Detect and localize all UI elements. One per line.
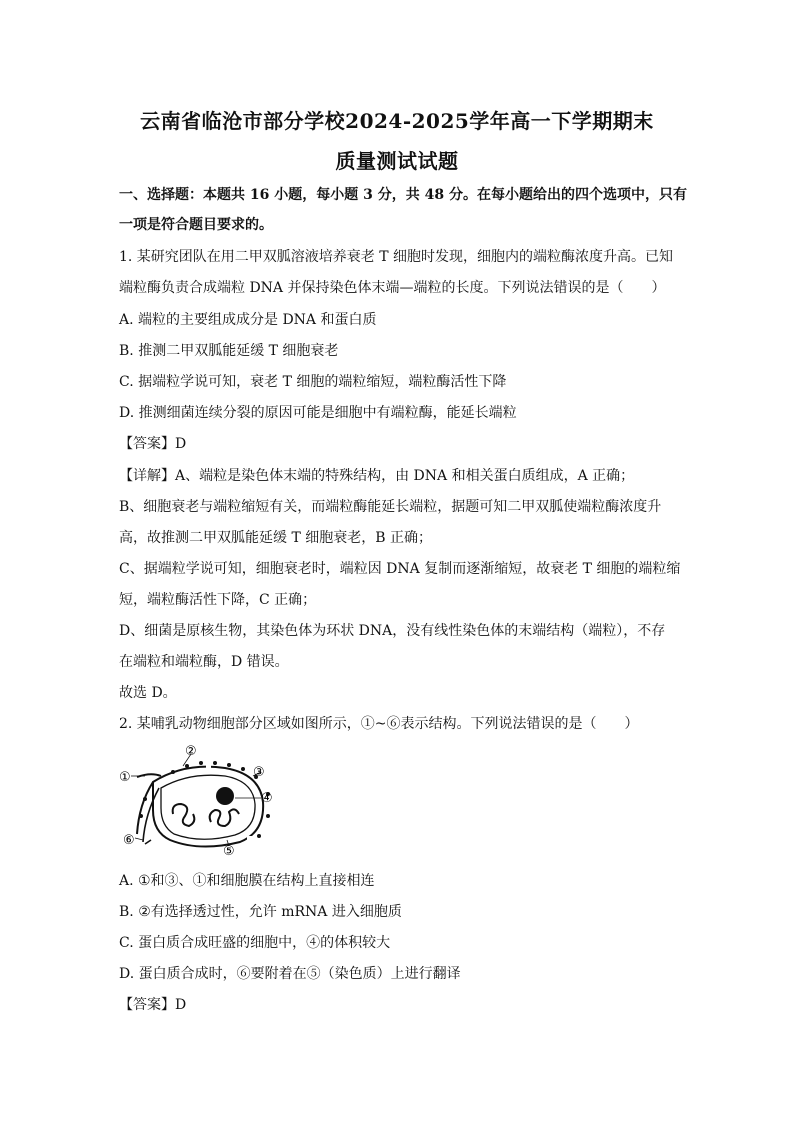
ribosome-dot — [143, 797, 147, 801]
document-title-line2: 质量测试试题 — [335, 149, 459, 173]
figure-label-6: ⑥ — [123, 833, 135, 848]
ribosome-stub — [145, 840, 151, 844]
q1-option-a: A. 端粒的主要组成成分是 DNA 和蛋白质 — [119, 312, 377, 328]
figure-label-1: ① — [119, 770, 131, 785]
ribosome-dot — [241, 767, 245, 771]
q1-conclusion: 故选 D。 — [119, 685, 177, 701]
q1-detail-line4: C、据端粒学说可知，细胞衰老时，端粒因 DNA 复制而逐渐缩短，故衰老 T 细胞的端粒缩 — [119, 561, 681, 577]
chromatin — [173, 804, 195, 826]
q1-detail-line1: 【详解】A、端粒是染色体末端的特殊结构，由 DNA 和相关蛋白质组成，A 正确； — [119, 468, 635, 484]
q2-option-d: D. 蛋白质合成时，⑥要附着在⑤（染色质）上进行翻译 — [119, 966, 461, 982]
section-heading-line1: 一、选择题：本题共 16 小题，每小题 3 分，共 48 分。在每小题给出的四个选项中，只有 — [119, 187, 687, 203]
figure-label-4: ④ — [261, 791, 273, 806]
q1-option-d: D. 推测细菌连续分裂的原因可能是细胞中有端粒酶，能延长端粒 — [119, 405, 517, 421]
nuclear-envelope-outer — [153, 767, 263, 847]
ribosome-dot — [227, 763, 231, 767]
ribosome-dot — [185, 764, 189, 768]
nucleolus — [216, 787, 234, 805]
q2-option-a: A. ①和③、①和细胞膜在结构上直接相连 — [119, 873, 375, 889]
q2-option-c: C. 蛋白质合成旺盛的细胞中，④的体积较大 — [119, 935, 391, 951]
cell-diagram-svg — [115, 744, 285, 856]
q1-detail-line2: B、细胞衰老与端粒缩短有关，而端粒酶能延长端粒，据题可知二甲双胍使端粒酶浓度升 — [119, 499, 662, 515]
q1-option-b: B. 推测二甲双胍能延缓 T 细胞衰老 — [119, 343, 339, 359]
q2-answer: 【答案】D — [119, 997, 187, 1013]
q1-answer: 【答案】D — [119, 436, 187, 452]
nuclear-envelope-inner — [161, 775, 255, 839]
figure-label-2: ② — [185, 744, 197, 759]
figure-label-3: ③ — [253, 765, 265, 780]
q1-stem-line2: 端粒酶负责合成端粒 DNA 并保持染色体末端—端粒的长度。下列说法错误的是（ ） — [119, 280, 666, 296]
q1-option-c: C. 据端粒学说可知，衰老 T 细胞的端粒缩短，端粒酶活性下降 — [119, 374, 507, 390]
section-heading-line2: 一项是符合题目要求的。 — [119, 217, 273, 233]
nuclear-pore — [206, 762, 211, 770]
q1-detail-line6: D、细菌是原核生物，其染色体为环状 DNA，没有线性染色体的末端结构（端粒），不存 — [119, 623, 666, 639]
leader-6 — [135, 838, 143, 840]
ribosome-dot — [257, 834, 261, 838]
figure-label-5: ⑤ — [223, 844, 235, 856]
q2-stem: 2. 某哺乳动物细胞部分区域如图所示，①~⑥表示结构。下列说法错误的是（ ） — [119, 716, 639, 732]
q1-stem-line1: 1. 某研究团队在用二甲双胍溶液培养衰老 T 细胞时发现，细胞内的端粒酶浓度升高。已知 — [119, 249, 674, 265]
ribosome-dot — [213, 761, 217, 765]
ribosome-dot — [171, 770, 175, 774]
ribosome-dot — [266, 814, 270, 818]
q1-detail-line7: 在端粒和端粒酶，D 错误。 — [119, 654, 289, 670]
document-title-line1: 云南省临沧市部分学校2024-2025学年高一下学期期末 — [140, 109, 654, 133]
q2-option-b: B. ②有选择透过性，允许 mRNA 进入细胞质 — [119, 904, 402, 920]
ribosome-dot — [199, 761, 203, 765]
nuclear-pore — [247, 836, 253, 843]
chromatin — [210, 809, 239, 826]
q1-detail-line5: 短，端粒酶活性下降，C 正确； — [119, 592, 317, 608]
cell-diagram — [115, 744, 285, 856]
ribosome-dot — [139, 814, 143, 818]
q1-detail-line3: 高，故推测二甲双胍能延缓 T 细胞衰老，B 正确； — [119, 530, 432, 546]
